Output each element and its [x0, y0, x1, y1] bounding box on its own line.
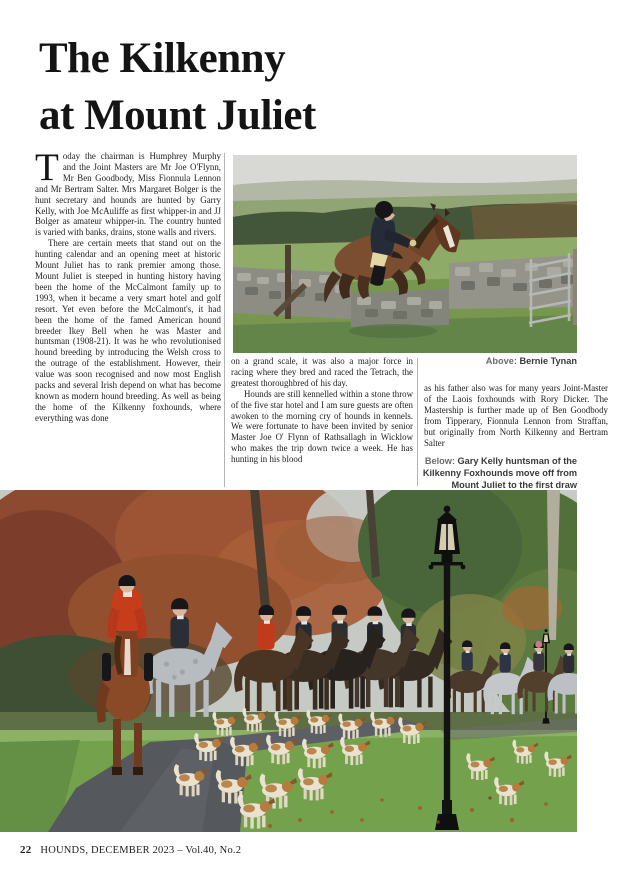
- photo-below-caption: [397, 456, 577, 491]
- paragraph-3: on a grand scale, it was also a major force in racing where they bred and raced the Tetrach, the greatest thoroughbred of his day.: [231, 356, 413, 388]
- gate-post: [573, 249, 577, 325]
- article-title-line1: The Kilkenny: [39, 35, 286, 82]
- top-photo-illustration: [233, 155, 577, 353]
- bottom-photo-illustration: [0, 490, 577, 832]
- photo-credit-caption: [407, 356, 577, 368]
- body-column-1: [35, 151, 221, 491]
- article-title: [39, 30, 599, 144]
- issue-line: HOUNDS, DECEMBER 2023 – Vol.40, No.2: [40, 845, 242, 856]
- page-number: 22: [20, 844, 32, 856]
- caption-above-text: Bernie Tynan: [519, 356, 577, 366]
- horse-shadow: [349, 324, 437, 338]
- paragraph-1-text: oday the chairman is Humphrey Murphy and the Joint Masters are Mr Joe O'Flynn, Mr Ben Goodbody, Miss Fionnula Lennon and Mr Bertram Salter. Mrs Margaret Bolger is the hunt secretary and hounds are hunted by Garry Kelly, with Joe McAuliffe as first whipper-in and JJ Bolger as amateur whipper-in. The country hunted is varied with banks, drains, stone walls and rivers.: [35, 151, 221, 238]
- bottom-photo: [0, 490, 577, 832]
- paragraph-4: Hounds are still kennelled within a stone throw of the five star hotel and I am sure guests are often awoken to the morning cry of hounds in kennels. We were fortunate to have been invited by senior Master Joe O' Flynn of Rathsallagh in Wicklow who makes the trip down twice a week. He has hunting in his blood: [231, 388, 413, 465]
- paragraph-1: [35, 151, 221, 238]
- body-column-2: [231, 356, 413, 496]
- caption-below-label: Below:: [424, 456, 455, 466]
- drop-cap: T: [35, 151, 59, 189]
- body-column-3: [424, 383, 608, 455]
- caption-above-label: Above:: [485, 356, 517, 366]
- column-rule-1: [224, 153, 225, 487]
- article-title-line2: at Mount Juliet: [39, 92, 316, 139]
- paragraph-2: There are certain meets that stand out on the hunting calendar and an opening meet at historic Mount Juliet has to rank premier among those. Mount Juliet is steeped in hunting history having been the home of the McCalmont family up to 1993, when it became a very smart hotel and golf resort. Yet even before the McCalmont's, it had been the home of the famed American hound breeder Ikey Bell when he was Master and huntsman (1908-21). It was he who revolutionised hound breeding by introducing the Welsh cross to the outrage of the establishment. However, their value was soon recognised and now most English packs and several Irish depend on what has become known as modern hound breeding. As well as being the home of the Kilkenny foxhounds, where everything was done: [35, 238, 221, 423]
- top-photo: [233, 155, 577, 353]
- paragraph-5: as his father also was for many years Joint-Master of the Laois foxhounds with Rory Dicker. The Mastership is further made up of Ben Goodbody from Tipperary, Fionnula Lennon from Straffan, but originally from North Kilkenny and Bertram Salter: [424, 383, 608, 448]
- page-footer: [20, 844, 241, 856]
- caption-below-text: Gary Kelly huntsman of the Kilkenny Foxhounds move off from Mount Juliet to the first draw: [422, 456, 577, 490]
